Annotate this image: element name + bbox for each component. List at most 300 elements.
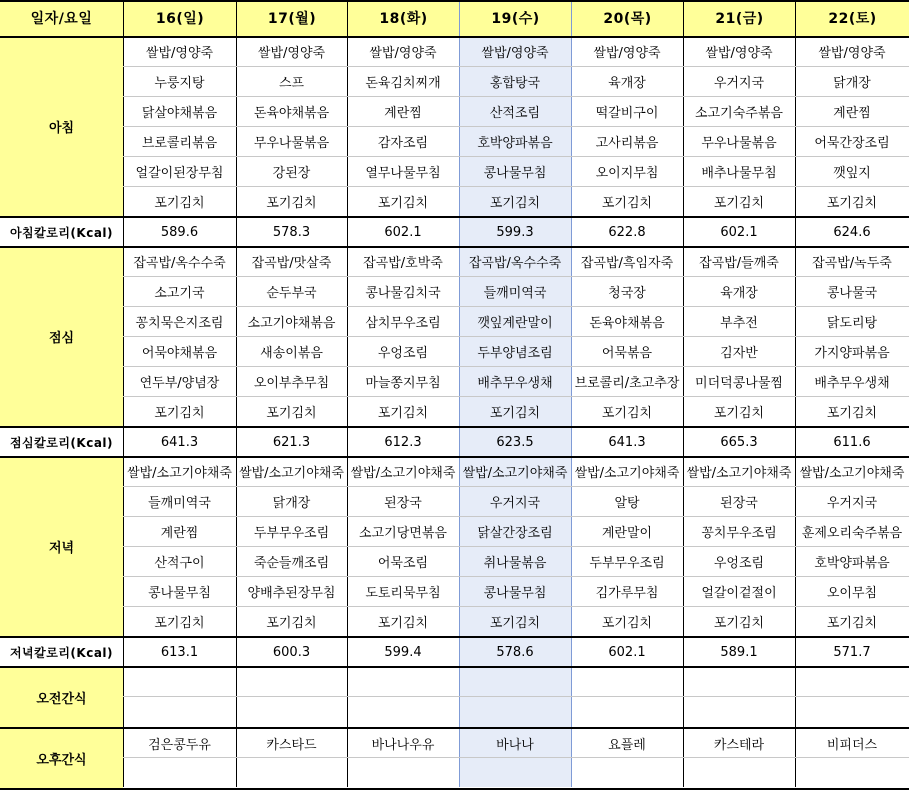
menu-item xyxy=(795,306,909,336)
menu-item xyxy=(123,246,236,276)
menu-item-text: 떡갈비구이 xyxy=(595,105,659,121)
menu-item xyxy=(123,156,236,186)
menu-item-text: 닭살야채볶음 xyxy=(141,105,218,121)
menu-item xyxy=(236,156,347,186)
grid-subrow-line xyxy=(123,186,909,187)
calorie-value-text: 622.8 xyxy=(608,224,646,240)
menu-item xyxy=(236,186,347,216)
menu-item xyxy=(347,186,459,216)
menu-item xyxy=(236,246,347,276)
menu-item xyxy=(459,306,571,336)
menu-item-text: 소고기당면볶음 xyxy=(359,525,447,541)
menu-item xyxy=(236,546,347,576)
menu-item-text: 포기김치 xyxy=(154,405,205,421)
menu-item xyxy=(571,276,683,306)
menu-item-text: 강된장 xyxy=(272,165,311,181)
menu-item xyxy=(459,516,571,546)
breakfast-calorie-label: 아침칼로리(Kcal) xyxy=(0,218,123,246)
grid-subrow-line xyxy=(123,156,909,157)
menu-item-text: 감자조림 xyxy=(377,135,429,151)
snack-item xyxy=(347,668,459,696)
grid-vertical-line xyxy=(571,0,572,787)
menu-item xyxy=(459,456,571,486)
menu-item-text: 양배추된장무침 xyxy=(247,585,336,601)
menu-item-text: 깻잎계란말이 xyxy=(477,315,553,331)
menu-item xyxy=(795,36,909,66)
menu-item xyxy=(236,396,347,426)
menu-item xyxy=(347,246,459,276)
grid-horizontal-line xyxy=(0,36,909,38)
menu-item-text: 홍합탕국 xyxy=(489,75,541,91)
menu-item-text: 쌀밥/영양죽 xyxy=(818,45,886,61)
menu-item xyxy=(236,366,347,396)
menu-item xyxy=(795,516,909,546)
menu-item xyxy=(459,126,571,156)
menu-item-text: 콩나물국 xyxy=(826,285,878,301)
menu-item xyxy=(795,96,909,126)
day-header: 19(수) xyxy=(460,0,571,36)
grid-horizontal-line xyxy=(0,636,909,638)
menu-item xyxy=(123,336,236,366)
menu-item xyxy=(683,246,795,276)
menu-item xyxy=(459,576,571,606)
calorie-value-text: 578.3 xyxy=(272,224,311,240)
calorie-value xyxy=(123,637,236,667)
menu-item xyxy=(459,66,571,96)
menu-item xyxy=(459,156,571,186)
menu-item xyxy=(236,96,347,126)
menu-item xyxy=(347,576,459,606)
menu-item xyxy=(683,36,795,66)
grid-horizontal-line xyxy=(0,0,909,2)
calorie-value-text: 571.7 xyxy=(833,644,871,660)
menu-item-text: 두부양념조림 xyxy=(477,345,553,361)
menu-item-text: 쌀밥/소고기야채죽 xyxy=(574,465,680,481)
calorie-value xyxy=(347,217,459,247)
menu-item-text: 훈제오리숙주볶음 xyxy=(801,525,903,541)
menu-item xyxy=(683,306,795,336)
menu-item-text: 쌀밥/영양죽 xyxy=(481,45,549,61)
day-header: 18(화) xyxy=(348,0,459,36)
menu-item xyxy=(795,546,909,576)
menu-item-text: 순두부국 xyxy=(266,285,317,301)
menu-item-text: 배추무우생채 xyxy=(814,375,890,391)
menu-item xyxy=(683,366,795,396)
menu-item xyxy=(795,576,909,606)
menu-item xyxy=(459,366,571,396)
menu-item-text: 알탕 xyxy=(614,495,640,511)
menu-item-text: 포기김치 xyxy=(713,615,765,631)
menu-item xyxy=(347,606,459,636)
menu-item-text: 새송이볶음 xyxy=(260,345,323,361)
menu-item xyxy=(236,66,347,96)
menu-item xyxy=(795,186,909,216)
menu-item-text: 콩나물무침 xyxy=(148,585,211,601)
menu-item xyxy=(347,156,459,186)
menu-item-text: 연두부/양념장 xyxy=(139,375,220,391)
grid-subrow-line xyxy=(123,96,909,97)
calorie-value xyxy=(459,637,571,667)
menu-item-text: 취나물볶음 xyxy=(483,555,547,571)
day-header: 22(토) xyxy=(796,0,909,36)
menu-item-text: 돈육야채볶음 xyxy=(253,105,330,121)
menu-item-text: 돈육야채볶음 xyxy=(589,315,665,331)
menu-item xyxy=(236,606,347,636)
snack-item-text: 카스타드 xyxy=(266,737,317,753)
menu-item-text: 콩나물김치국 xyxy=(365,285,441,301)
menu-item-text: 쌀밥/소고기야채죽 xyxy=(127,465,232,481)
menu-item-text: 스프 xyxy=(278,75,305,91)
menu-item-text: 들깨미역국 xyxy=(483,285,547,301)
menu-item xyxy=(236,486,347,516)
grid-subrow-line xyxy=(123,306,909,307)
menu-item xyxy=(347,36,459,66)
snack-item-text: 비피더스 xyxy=(826,737,878,753)
menu-item-text: 쌀밥/영양죽 xyxy=(145,45,214,61)
calorie-value-text: 665.3 xyxy=(720,434,758,450)
calorie-value-text: 623.5 xyxy=(496,434,534,450)
menu-item xyxy=(571,66,683,96)
menu-item xyxy=(795,276,909,306)
menu-item xyxy=(459,96,571,126)
day-header: 17(월) xyxy=(237,0,347,36)
menu-item-text: 산적조림 xyxy=(489,105,541,121)
calorie-value xyxy=(795,217,909,247)
snack-item-text: 요플레 xyxy=(608,737,646,753)
menu-item xyxy=(459,36,571,66)
menu-item xyxy=(236,126,347,156)
calorie-value-text: 599.4 xyxy=(384,644,422,660)
menu-item-text: 오이지무침 xyxy=(595,165,659,181)
menu-item xyxy=(123,36,236,66)
day-header: 16(일) xyxy=(124,0,236,36)
menu-item xyxy=(459,396,571,426)
menu-item xyxy=(795,126,909,156)
menu-item-text: 육개장 xyxy=(608,75,646,91)
day-header: 20(목) xyxy=(572,0,683,36)
menu-item-text: 마늘쫑지무침 xyxy=(365,375,441,391)
snack-item xyxy=(459,668,571,696)
menu-item-text: 브로콜리/초고추장 xyxy=(574,375,680,391)
menu-item-text: 포기김치 xyxy=(489,405,541,421)
menu-item xyxy=(347,306,459,336)
menu-item-text: 오이무침 xyxy=(826,585,878,601)
menu-item-text: 잡곡밥/맛살죽 xyxy=(251,255,332,271)
snack-item xyxy=(795,668,909,696)
menu-item-text: 도토리묵무침 xyxy=(365,585,441,601)
menu-item xyxy=(571,336,683,366)
menu-item xyxy=(795,336,909,366)
grid-horizontal-line xyxy=(0,666,909,668)
snack-item-text: 바나나우유 xyxy=(371,737,435,753)
menu-item xyxy=(571,36,683,66)
menu-item-text: 포기김치 xyxy=(489,195,541,211)
menu-item-text: 닭개장 xyxy=(272,495,311,511)
grid-subrow-line xyxy=(123,546,909,547)
calorie-value-text: 578.6 xyxy=(496,644,534,660)
menu-item-text: 얼갈이된장무침 xyxy=(135,165,224,181)
grid-subrow-line xyxy=(123,276,909,277)
menu-item-text: 김자반 xyxy=(720,345,758,361)
snack-item xyxy=(236,729,347,757)
menu-item xyxy=(236,306,347,336)
snack-item-text: 바나나 xyxy=(496,737,534,753)
calorie-value xyxy=(347,427,459,457)
menu-item xyxy=(459,546,571,576)
menu-item xyxy=(123,576,236,606)
menu-item-text: 닭도리탕 xyxy=(826,315,878,331)
menu-item-text: 들깨미역국 xyxy=(148,495,211,511)
calorie-value-text: 602.1 xyxy=(384,224,422,240)
snack-item xyxy=(459,729,571,757)
menu-item xyxy=(683,456,795,486)
menu-item-text: 잡곡밥/옥수수죽 xyxy=(133,255,226,271)
calorie-value xyxy=(459,427,571,457)
menu-item xyxy=(123,66,236,96)
menu-item xyxy=(683,156,795,186)
menu-item-text: 포기김치 xyxy=(713,405,765,421)
menu-item-text: 포기김치 xyxy=(601,615,653,631)
menu-item xyxy=(236,576,347,606)
calorie-value xyxy=(683,427,795,457)
menu-item-text: 우거지국 xyxy=(713,75,765,91)
grid-horizontal-line xyxy=(0,727,909,729)
grid-subrow-line xyxy=(123,366,909,367)
menu-item-text: 포기김치 xyxy=(154,195,205,211)
menu-item xyxy=(123,516,236,546)
snack-item xyxy=(236,668,347,696)
menu-item xyxy=(347,486,459,516)
grid-vertical-line xyxy=(236,0,237,787)
menu-item-text: 포기김치 xyxy=(826,615,878,631)
calorie-value-text: 602.1 xyxy=(608,644,646,660)
calorie-value xyxy=(571,427,683,457)
menu-item xyxy=(683,336,795,366)
menu-item-text: 우거지국 xyxy=(489,495,541,511)
menu-item xyxy=(795,366,909,396)
calorie-value xyxy=(571,637,683,667)
menu-item-text: 포기김치 xyxy=(377,615,429,631)
menu-item xyxy=(347,66,459,96)
menu-item-text: 미더덕콩나물찜 xyxy=(695,375,783,391)
menu-item xyxy=(347,126,459,156)
menu-item-text: 쌀밥/소고기야채죽 xyxy=(462,465,568,481)
menu-item xyxy=(236,456,347,486)
menu-item-text: 계란말이 xyxy=(601,525,653,541)
menu-item-text: 열무나물무침 xyxy=(365,165,441,181)
day-header: 21(금) xyxy=(684,0,795,36)
menu-item-text: 깻잎지 xyxy=(833,165,871,181)
menu-item-text: 무우나물볶음 xyxy=(253,135,330,151)
calorie-value xyxy=(795,637,909,667)
snack-item xyxy=(571,729,683,757)
menu-item-text: 포기김치 xyxy=(266,405,317,421)
menu-item-text: 어묵조림 xyxy=(377,555,429,571)
menu-item xyxy=(795,156,909,186)
calorie-value-text: 600.3 xyxy=(272,644,311,660)
menu-item-text: 된장국 xyxy=(720,495,758,511)
menu-item-text: 배추나물무침 xyxy=(701,165,777,181)
menu-item-text: 우엉조림 xyxy=(713,555,765,571)
menu-item xyxy=(236,516,347,546)
menu-item xyxy=(683,546,795,576)
menu-item xyxy=(347,366,459,396)
menu-item-text: 소고기국 xyxy=(154,285,205,301)
menu-item-text: 소고기야채볶음 xyxy=(247,315,336,331)
menu-item-text: 쌀밥/영양죽 xyxy=(257,45,326,61)
menu-item-text: 얼갈이겉절이 xyxy=(701,585,777,601)
dinner-label: 저녁 xyxy=(0,457,123,636)
calorie-value-text: 599.3 xyxy=(496,224,534,240)
grid-subrow-line xyxy=(123,696,909,697)
menu-item xyxy=(571,156,683,186)
menu-item-text: 콩나물무침 xyxy=(483,585,547,601)
menu-item-text: 잡곡밥/옥수수죽 xyxy=(468,255,562,271)
menu-item xyxy=(123,486,236,516)
menu-item-text: 포기김치 xyxy=(377,195,429,211)
calorie-value-text: 613.1 xyxy=(160,644,199,660)
menu-item xyxy=(123,456,236,486)
menu-item-text: 잡곡밥/흑임자죽 xyxy=(580,255,674,271)
grid-vertical-line xyxy=(123,0,124,787)
menu-item-text: 산적구이 xyxy=(154,555,205,571)
menu-item-text: 닭개장 xyxy=(833,75,871,91)
snack-item xyxy=(123,729,236,757)
grid-vertical-line xyxy=(347,0,348,787)
menu-item-text: 무우나물볶음 xyxy=(701,135,777,151)
menu-item-text: 콩나물무침 xyxy=(483,165,547,181)
menu-item-text: 김가루무침 xyxy=(595,585,659,601)
menu-item-text: 포기김치 xyxy=(713,195,765,211)
calorie-value xyxy=(236,217,347,247)
menu-item-text: 두부무우조림 xyxy=(253,525,330,541)
menu-item-text: 꽁치무우조림 xyxy=(701,525,777,541)
menu-item-text: 계란찜 xyxy=(384,105,422,121)
menu-item-text: 소고기숙주볶음 xyxy=(695,105,783,121)
menu-item xyxy=(571,396,683,426)
menu-item xyxy=(459,606,571,636)
snack-item xyxy=(795,729,909,757)
menu-item xyxy=(236,336,347,366)
menu-item xyxy=(571,456,683,486)
menu-item xyxy=(571,606,683,636)
menu-item-text: 돈육김치찌개 xyxy=(365,75,441,91)
calorie-value xyxy=(347,637,459,667)
grid-subrow-line xyxy=(123,126,909,127)
menu-item xyxy=(683,486,795,516)
menu-item-text: 닭살간장조림 xyxy=(477,525,553,541)
grid-horizontal-line xyxy=(0,216,909,218)
menu-item xyxy=(347,336,459,366)
calorie-value-text: 589.1 xyxy=(720,644,758,660)
grid-subrow-line xyxy=(123,486,909,487)
menu-item-text: 계란찜 xyxy=(833,105,871,121)
calorie-value xyxy=(236,427,347,457)
dinner-calorie-label: 저녁칼로리(Kcal) xyxy=(0,638,123,666)
snack-item xyxy=(683,668,795,696)
menu-item-text: 어묵볶음 xyxy=(601,345,653,361)
menu-item xyxy=(123,546,236,576)
menu-item xyxy=(347,516,459,546)
menu-item xyxy=(683,96,795,126)
menu-item-text: 포기김치 xyxy=(826,405,878,421)
menu-item-text: 삼치무우조림 xyxy=(365,315,441,331)
menu-item xyxy=(123,276,236,306)
menu-item xyxy=(795,246,909,276)
menu-item xyxy=(683,186,795,216)
menu-item-text: 부추전 xyxy=(720,315,758,331)
menu-item xyxy=(571,186,683,216)
calorie-value xyxy=(123,217,236,247)
menu-item-text: 쌀밥/소고기야채죽 xyxy=(686,465,792,481)
grid-subrow-line xyxy=(123,336,909,337)
calorie-value-text: 602.1 xyxy=(720,224,758,240)
menu-item-text: 우엉조림 xyxy=(377,345,429,361)
menu-item-text: 된장국 xyxy=(384,495,422,511)
menu-item xyxy=(571,546,683,576)
menu-item xyxy=(571,126,683,156)
menu-item xyxy=(795,456,909,486)
menu-item-text: 포기김치 xyxy=(826,195,878,211)
menu-item-text: 육개장 xyxy=(720,285,758,301)
snack-item xyxy=(683,729,795,757)
menu-item xyxy=(123,126,236,156)
grid-subrow-line xyxy=(123,576,909,577)
menu-item-text: 우거지국 xyxy=(826,495,878,511)
calorie-value xyxy=(571,217,683,247)
grid-horizontal-line xyxy=(0,426,909,428)
menu-item xyxy=(571,576,683,606)
grid-subrow-line xyxy=(123,757,909,758)
menu-item xyxy=(347,276,459,306)
menu-item xyxy=(571,246,683,276)
menu-item xyxy=(347,546,459,576)
menu-item xyxy=(795,396,909,426)
menu-item xyxy=(347,456,459,486)
grid-horizontal-line xyxy=(0,456,909,458)
menu-item-text: 쌀밥/영양죽 xyxy=(705,45,773,61)
lunch-calorie-label: 점심칼로리(Kcal) xyxy=(0,428,123,456)
menu-item xyxy=(683,516,795,546)
menu-item-text: 어묵야채볶음 xyxy=(141,345,218,361)
menu-item-text: 죽순들깨조림 xyxy=(253,555,330,571)
menu-item-text: 쌀밥/소고기야채죽 xyxy=(350,465,456,481)
calorie-value xyxy=(123,427,236,457)
snack-item xyxy=(571,668,683,696)
menu-item xyxy=(123,306,236,336)
menu-item-text: 잡곡밥/호박죽 xyxy=(363,255,443,271)
calorie-value xyxy=(459,217,571,247)
menu-item-text: 오이부추무침 xyxy=(253,375,330,391)
calorie-value-text: 624.6 xyxy=(833,224,871,240)
menu-item-text: 두부무우조림 xyxy=(589,555,665,571)
calorie-value xyxy=(683,637,795,667)
snack-item xyxy=(347,729,459,757)
menu-item xyxy=(683,576,795,606)
menu-item-text: 청국장 xyxy=(608,285,646,301)
breakfast-label: 아침 xyxy=(0,37,123,216)
menu-item xyxy=(571,486,683,516)
menu-item xyxy=(571,516,683,546)
grid-subrow-line xyxy=(123,66,909,67)
menu-item xyxy=(347,396,459,426)
calorie-value xyxy=(795,427,909,457)
menu-item-text: 포기김치 xyxy=(489,615,541,631)
menu-item xyxy=(459,186,571,216)
grid-subrow-line xyxy=(123,606,909,607)
menu-item-text: 포기김치 xyxy=(266,195,317,211)
menu-item xyxy=(459,276,571,306)
